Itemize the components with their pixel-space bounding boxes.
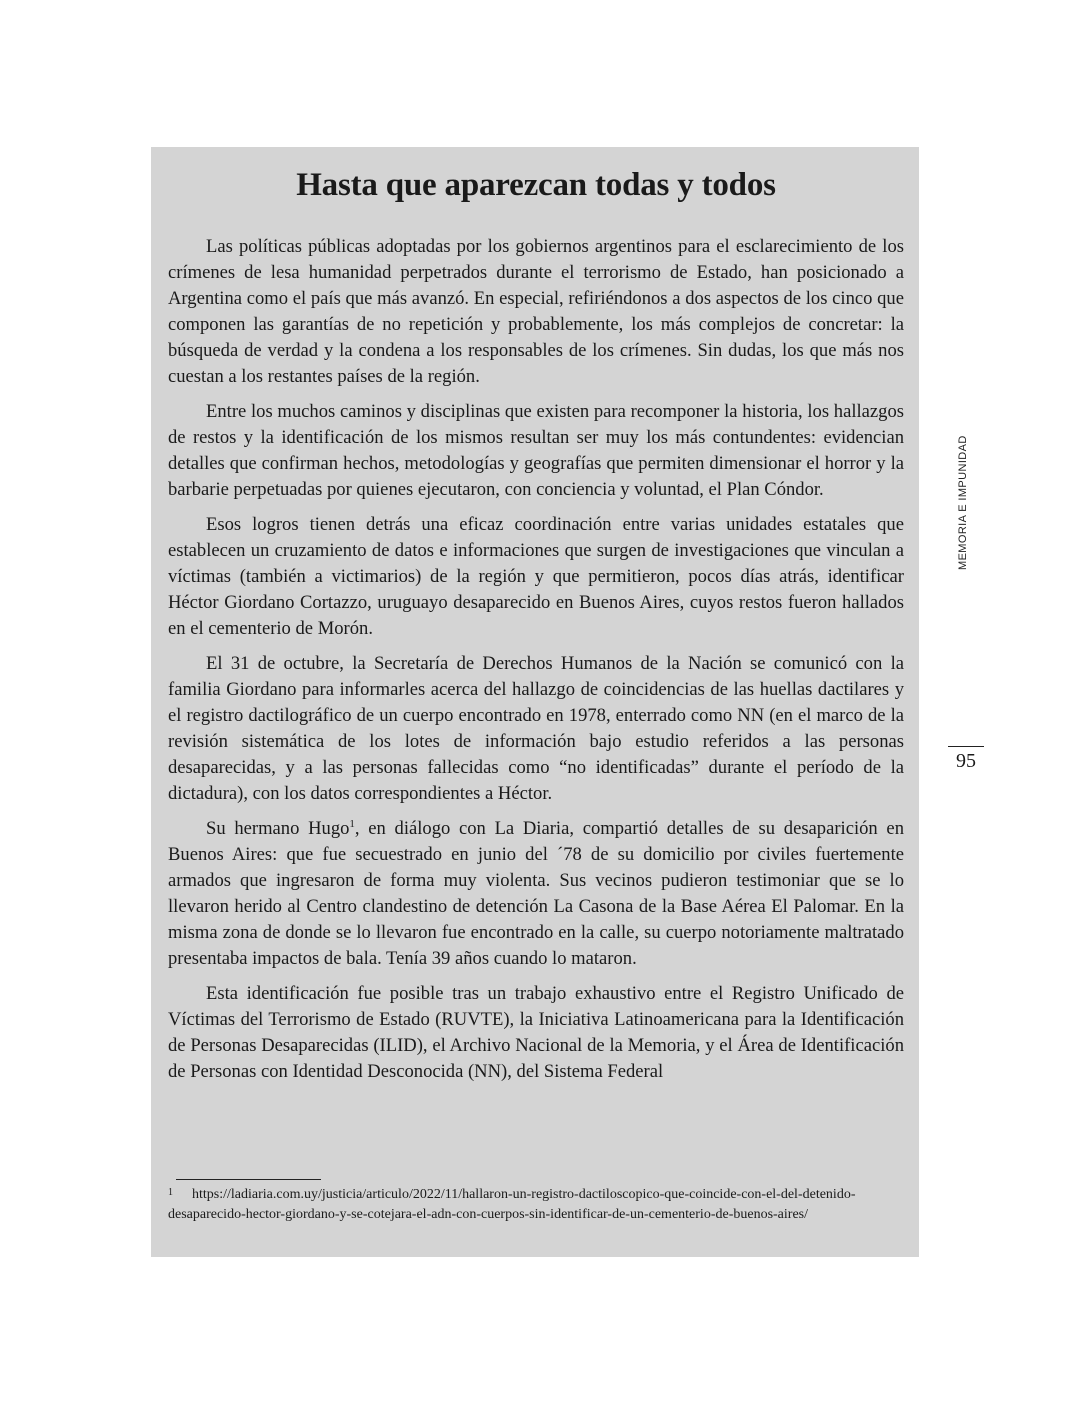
- paragraph-2: Entre los muchos caminos y disciplinas que existen para recomponer la historia, los hallazgos de restos y la identificación de los mismos resultan ser muy los más contundentes: evidencian detalles que confirman hechos, metodologías y geografías que permiten dimensionar el horror y la barbarie perpetuadas por quienes ejecutaron, con conciencia y voluntad, el Plan Cóndor.: [168, 401, 904, 500]
- page-number: 95: [956, 750, 976, 772]
- article-box: [151, 147, 919, 1257]
- paragraph-5: [168, 816, 904, 972]
- paragraph-5-start: Su hermano Hugo: [206, 818, 350, 839]
- paragraph-4: El 31 de octubre, la Secretaría de Derechos Humanos de la Nación se comunicó con la familia Giordano para informarles acerca del hallazgo de coincidencias de las huellas dactilares y el registro dactilográfico de un cuerpo encontrado en 1978, enterrado como NN (en el marco de la revisión sistemática de los lotes de información bajo estudio referidos a las personas desaparecidas, y a las personas fallecidas como “no identificadas” durante el período de la dictadura), con los datos correspondientes a Héctor.: [168, 653, 904, 804]
- article-title: Hasta que aparezcan todas y todos: [296, 167, 776, 203]
- footnote-mark: 1: [168, 1187, 173, 1198]
- footnote-reference[interactable]: 1: [349, 817, 355, 830]
- footnote-divider: [176, 1179, 321, 1180]
- paragraph-3: Esos logros tienen detrás una eficaz coordinación entre varias unidades estatales que establecen un cruzamiento de datos e informaciones que surgen de investigaciones que vinculan a víctimas (también a victimarios) de la región y que permitieron, pocos días atrás, identificar Héctor Giordano Cortazzo, uruguayo desaparecido en Buenos Aires, cuyos restos fueron hallados en el cementerio de Morón.: [168, 514, 904, 639]
- paragraph-5-rest: , en diálogo con La Diaria, compartió detalles de su desaparición en Buenos Aires: que fue secuestrado en junio del ´78 de su domicilio por civiles fuertemente armados que ingresaron de forma muy violenta. Sus vecinos pudieron testimoniar que se lo llevaron herido al Centro clandestino de detención La Casona de la Base Aérea El Palomar. En la misma zona de donde se lo llevaron fue encontrado en la calle, su cuerpo notoriamente maltratado presentaba impactos de bala. Tenía 39 años cuando lo mataron.: [168, 818, 904, 969]
- paragraph-6: Esta identificación fue posible tras un trabajo exhaustivo entre el Registro Unificado de Víctimas del Terrorismo de Estado (RUVTE), la Iniciativa Latinoamericana para la Identificación de Personas Desaparecidas (ILID), el Archivo Nacional de la Memoria, y el Área de Identificación de Personas con Identidad Desconocida (NN), del Sistema Federal: [168, 983, 904, 1082]
- paragraph-1: Las políticas públicas adoptadas por los gobiernos argentinos para el esclarecimiento de los crímenes de lesa humanidad perpetrados durante el terrorismo de Estado, han posicionado a Argentina como el país que más avanzó. En especial, refiriéndonos a dos aspectos de los cinco que componen las garantías de no repetición y probablemente, los más complejos de concretar: la búsqueda de verdad y la condena a los responsables de los crímenes. Sin dudas, los que más nos cuestan a los restantes países de la región.: [168, 236, 904, 387]
- section-label: MEMORIA E IMPUNIDAD: [957, 435, 969, 570]
- page-number-rule: [948, 746, 984, 747]
- footnote-url[interactable]: https://ladiaria.com.uy/justicia/articulo/2022/11/hallaron-un-registro-dactiloscopico-que-coincide-con-el-del-detenido-desaparecido-hector-giordano-y-se-cotejara-el-adn-con-cuerpos-sin-identificar-de-un-cementerio-de-buenos-aires/: [168, 1187, 856, 1222]
- footnote: [168, 1185, 904, 1225]
